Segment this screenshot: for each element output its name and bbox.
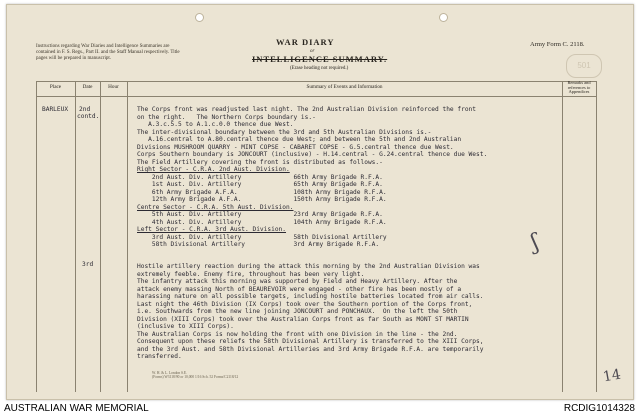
summary-line: Centre Sector - C.R.A. 5th Aust. Division. bbox=[137, 203, 294, 211]
summary-line: Divisions MUSHROOM QUARRY - MINT COPSE - CABARET COPSE - G.5.central thence due West. bbox=[137, 143, 454, 151]
summary-line: Right Sector - C.R.A. 2nd Aust. Division. bbox=[137, 166, 290, 173]
summary-line: 58th Divisional Artillery 3rd Army Brigade R.F.A. bbox=[137, 241, 380, 248]
summary-line: Left Sector - C.R.A. 3rd Aust. Division. bbox=[137, 226, 287, 233]
summary-line: A.3.c.5.5 to A.1.c.0.0 thence due West. bbox=[137, 121, 294, 128]
summary-line: The Field Artillery covering the front is distributed as follows.- bbox=[137, 158, 383, 166]
erase-note: (Erase heading not required.) bbox=[290, 66, 349, 71]
summary-line: The infantry attack this morning was supported by Field and Heavy Artillery. After the bbox=[137, 278, 458, 285]
summary-line: 4th Aust. Div. Artillery 104th Army Brigade R.F.A. bbox=[137, 218, 387, 226]
summary-line: extremely feeble. Enemy fire, throughout has been very light. bbox=[137, 270, 365, 278]
page-number-mark: 14 bbox=[601, 366, 623, 386]
entry-date: 2nd bbox=[79, 106, 91, 113]
summary-line: Last night the 46th Division (IX Corps) took over the Southern portion of the Corps front, bbox=[137, 300, 473, 308]
header-rule bbox=[36, 96, 596, 97]
summary-line: transferred. bbox=[137, 353, 182, 360]
punch-hole bbox=[195, 13, 204, 22]
summary-line: 3rd Aust. Div. Artillery 58th Divisional Artillery bbox=[137, 233, 387, 241]
printer-imprint bbox=[152, 371, 238, 379]
column-rule bbox=[127, 81, 128, 392]
printer-line-2: (Forms) W3118/90 or 10,000 1/16 Sch. 52 Forms/C2118/12 bbox=[152, 375, 239, 380]
pen-mark: ʃ bbox=[528, 229, 542, 256]
summary-line: 5th Aust. Div. Artillery 23rd Army Brigade R.F.A. bbox=[137, 211, 383, 218]
entry-date-next: 3rd bbox=[82, 261, 94, 268]
column-rule bbox=[596, 81, 597, 392]
column-rule bbox=[100, 81, 101, 392]
printer-line-1: W. H. & L. London S.E. bbox=[152, 371, 188, 375]
folio-stamp: 501 bbox=[566, 54, 602, 78]
army-form-number: Army Form C. 2118. bbox=[530, 41, 585, 48]
punch-hole bbox=[439, 13, 448, 22]
summary-line: 12th Army Brigade A.F.A. 150th Army Brigade R.F.A. bbox=[137, 196, 387, 203]
column-rule bbox=[75, 81, 76, 392]
instructions-note: Instructions regarding War Diaries and Intelligence Summaries are contained in F. S. Regs., Part II. and the Staff Manual respectively. Title pages will be prepared in manuscript. bbox=[36, 44, 180, 62]
summary-line: 6th Army Brigade A.F.A. 108th Army Brigade R.F.A. bbox=[137, 188, 387, 196]
summary-line: Corps Southern boundary is JONCOURT (inclusive) - H.14.central - G.24.central thence due West. bbox=[137, 151, 488, 158]
summary-line: (inclusive to XIII Corps). bbox=[137, 323, 234, 330]
summary-line: The Australian Corps is now holding the front with one Division in the line - the 2nd. bbox=[137, 330, 458, 338]
archive-reference: RCDIG1014328 bbox=[563, 403, 635, 414]
form-or: or bbox=[310, 49, 315, 54]
summary-line: The inter-divisional boundary between the 3rd and 5th Australian Divisions is.- bbox=[137, 128, 432, 136]
summary-line: on the right. The Northern Corps boundary is.- bbox=[137, 113, 316, 121]
column-rule bbox=[36, 81, 37, 392]
column-header-date: Date bbox=[82, 84, 93, 91]
summary-line: 1st Aust. Div. Artillery 65th Army Brigade R.F.A. bbox=[137, 181, 383, 188]
column-header-summary: Summary of Events and Information bbox=[306, 84, 383, 91]
summary-line: i.e. Southwards from the new line joining JONCOURT and PONCHAUX. On the left the 50th bbox=[137, 308, 458, 315]
archive-caption: AUSTRALIAN WAR MEMORIAL bbox=[4, 403, 149, 414]
summary-line: attack enemy massing North of BEAUREVOIR were engaged - other fire has been mostly of a bbox=[137, 285, 462, 293]
summary-line: Consequent upon these reliefs the 58th Divisional Artillery is transferred to the XIII Corps, bbox=[137, 338, 484, 345]
form-subtitle: INTELLIGENCE SUMMARY. bbox=[252, 54, 388, 64]
entry-date-contd: contd. bbox=[77, 113, 100, 120]
entry-place: BARLEUX bbox=[42, 106, 69, 113]
column-header-remarks: Remarks and references to Appendices bbox=[567, 79, 591, 95]
summary-line: Division (XIII Corps) took over the Australian Corps front as far South as MONT ST MARTIN bbox=[137, 315, 469, 323]
column-header-place: Place bbox=[49, 84, 62, 91]
summary-line: and the 3rd Aust. and 58th Divisional Artilleries and 3rd Army Brigade R.F.A. are temporarily bbox=[137, 345, 484, 353]
summary-line: A.16.central to A.80.central thence due West; and between the 5th and 2nd Australian bbox=[137, 136, 462, 143]
summary-line: The Corps front was readjusted last night. The 2nd Australian Division reinforced the front bbox=[137, 106, 476, 113]
column-header-hour: Hour bbox=[108, 84, 119, 91]
summary-line: harassing nature on all possible targets, including hostile batteries located from air calls. bbox=[137, 293, 484, 300]
summary-line: Hostile artillery reaction during the attack this morning by the 2nd Australian Division was bbox=[137, 263, 480, 270]
form-title: WAR DIARY bbox=[276, 37, 335, 47]
summary-line: 2nd Aust. Div. Artillery 66th Army Brigade R.F.A. bbox=[137, 173, 383, 181]
column-rule bbox=[562, 81, 563, 392]
